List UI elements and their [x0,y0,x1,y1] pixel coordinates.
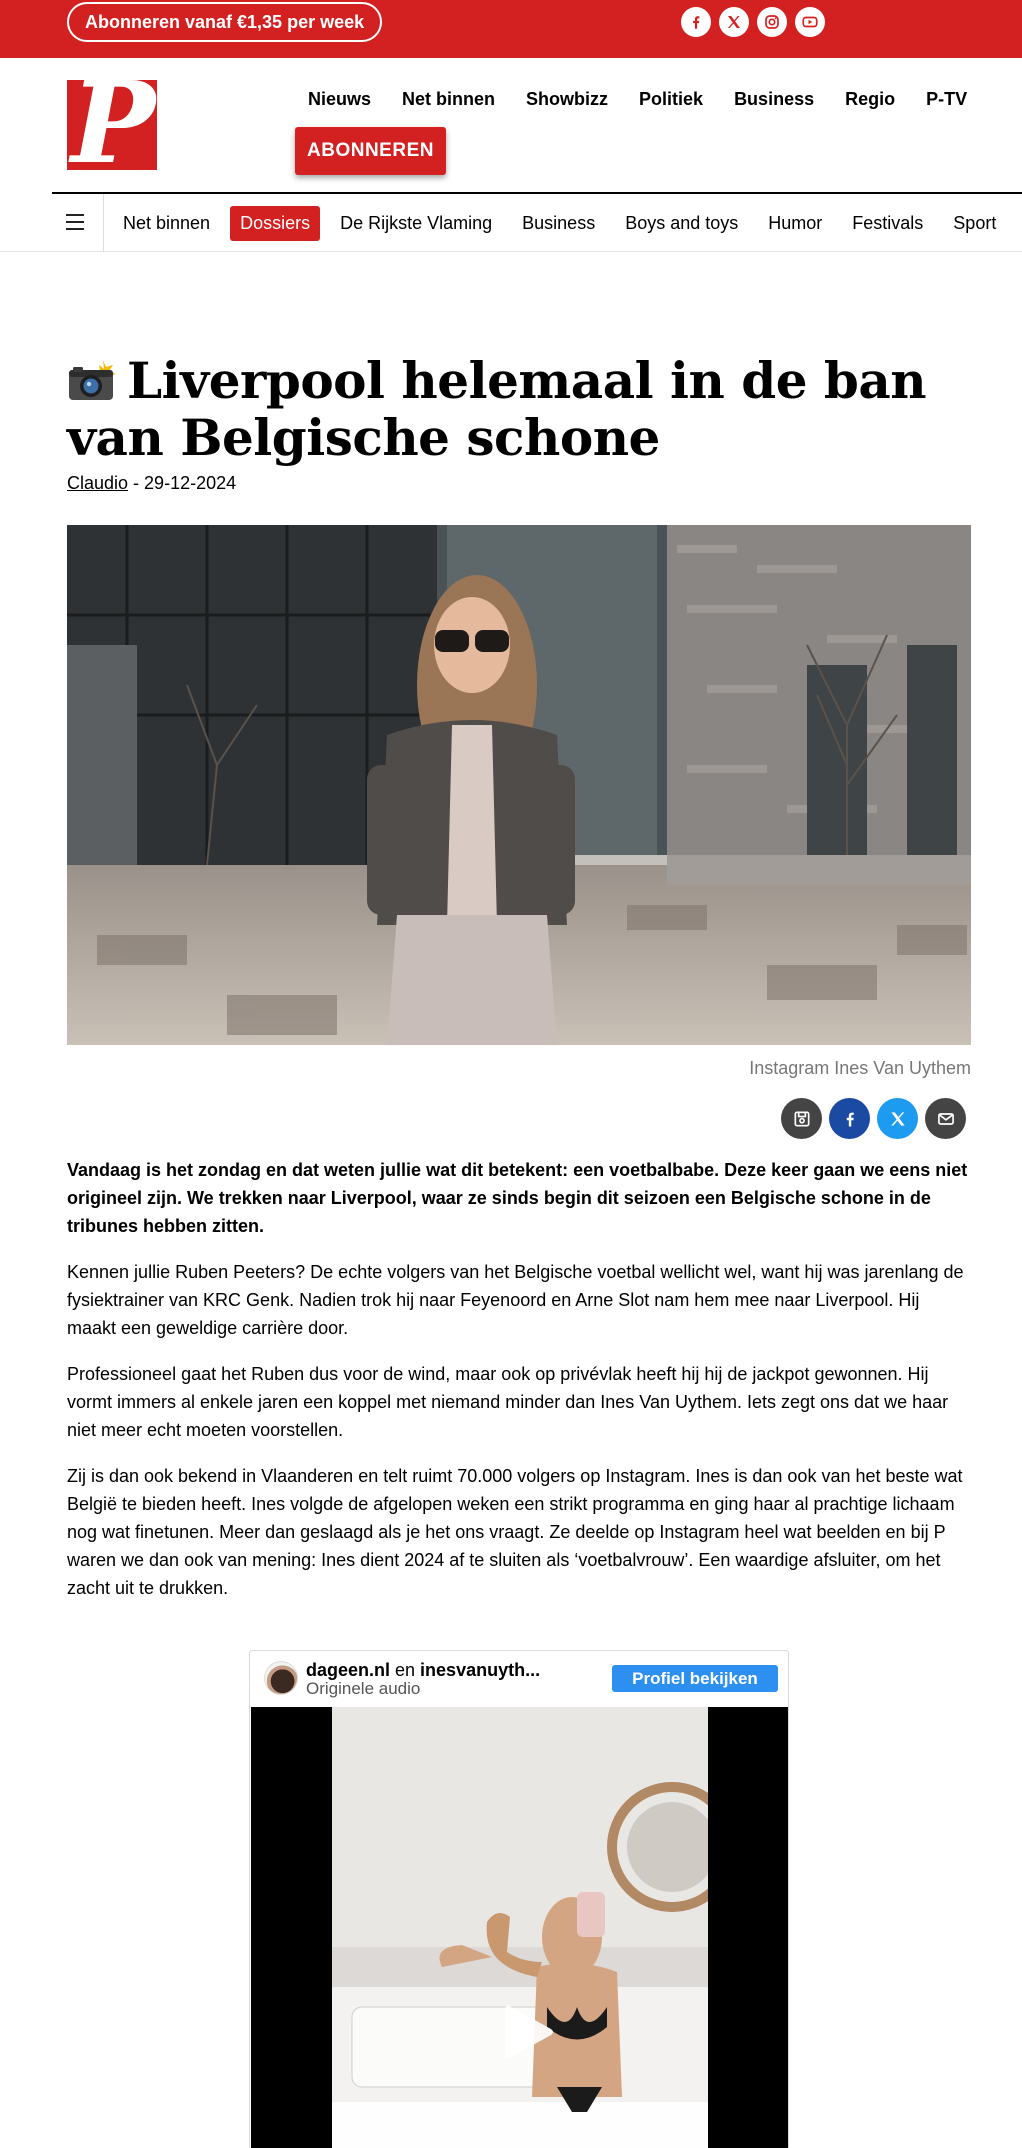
view-profile-button[interactable]: Profiel bekijken [612,1665,778,1692]
share-buttons [781,1098,966,1139]
article-paragraph: Professioneel gaat het Ruben dus voor de wind, maar ook op privévlak heeft hij hij de jackpot gewonnen. Hij vormt immers al enkele jaren een koppel met niemand minder dan Ines Van Uythem. Iets zegt ons dat we haar niet meer echt moeten voorstellen. [67,1364,949,1440]
hamburger-menu-icon[interactable] [66,214,84,230]
subscribe-button[interactable]: ABONNEREN [295,127,446,175]
subnav-item-dossiers[interactable]: Dossiers [230,206,320,241]
site-logo[interactable]: P [67,80,157,170]
main-nav [308,89,998,110]
x-icon[interactable] [877,1098,918,1139]
facebook-icon[interactable] [681,7,711,37]
x-icon[interactable] [719,7,749,37]
embed-audio-label: Originele audio [306,1679,421,1698]
publish-date: 29-12-2024 [144,473,237,493]
subnav-item-sport[interactable]: Sport [953,213,997,233]
camera-flash-icon [67,358,119,402]
nav-item-regio[interactable]: Regio [845,89,896,109]
play-icon[interactable] [491,1997,561,2067]
top-bar [0,0,1022,58]
embed-video[interactable] [251,1707,789,2148]
article-paragraph: Kennen jullie Ruben Peeters? De echte volgers van het Belgische voetbal wellicht wel, want hij was jarenlang de fysiektrainer van KRC Genk. Nadien trok hij naar Feyenoord en Arne Slot nam hem mee naar Liverpool. Hij maakt een geweldige carrière door. [67,1262,964,1338]
nav-item-net-binnen[interactable]: Net binnen [402,89,496,109]
nav-item-p-tv[interactable]: P-TV [926,89,968,109]
mail-icon[interactable] [925,1098,966,1139]
nav-item-nieuws[interactable]: Nieuws [308,89,372,109]
article-hero-image [67,525,971,1045]
save-icon[interactable] [781,1098,822,1139]
nav-item-showbizz[interactable]: Showbizz [526,89,609,109]
subnav-item-humor[interactable]: Humor [768,213,823,233]
article-title: Liverpool helemaal in de ban van Belgische schone [67,351,927,467]
subnav-item-net-binnen[interactable]: Net binnen [123,213,211,233]
image-caption: Instagram Ines Van Uythem [749,1058,971,1078]
subnav-item-boys-and-toys[interactable]: Boys and toys [625,213,739,233]
social-links [681,7,825,37]
article-body [67,1156,971,1620]
nav-item-politiek[interactable]: Politiek [639,89,704,109]
subnav-item-festivals[interactable]: Festivals [852,213,924,233]
article-lead: Vandaag is het zondag en dat weten jullie wat dit betekent: een voetbalbabe. Deze keer gaan we eens niet origineel zijn. We trekken naar Liverpool, waar ze sinds begin dit seizoen een Belgische schone in de tribunes hebben zitten. [67,1160,968,1236]
article-paragraph: Zij is dan ook bekend in Vlaanderen en telt ruimt 70.000 volgers op Instagram. Ines is dan ook van het beste wat België te bieden heeft. Ines volgde de afgelopen weken een strikt programma en ging haar al prachtige lichaam nog wat finetunen. Meer dan geslaagd als je het ons vraagt. Ze deelde op Instagram heel wat beelden en bij P waren we dan ook van mening: Ines dient 2024 af te sluiten als ‘voetbalvrouw’. Een waardige afsluiter, om het zacht uit te drukken. [67,1466,963,1598]
subnav-item-business[interactable]: Business [522,213,596,233]
subnav-item-de-rijkste-vlaming[interactable]: De Rijkste Vlaming [340,213,493,233]
subscribe-promo-button[interactable]: Abonneren vanaf €1,35 per week [67,2,382,42]
instagram-icon[interactable] [757,7,787,37]
embed-usernames[interactable]: dageen.nl en inesvanuyth... [306,1660,541,1680]
youtube-icon[interactable] [795,7,825,37]
byline-separator: - [128,473,145,493]
byline [67,473,236,494]
embed-header [250,1651,789,1707]
nav-item-business[interactable]: Business [734,89,815,109]
facebook-icon[interactable] [829,1098,870,1139]
avatar[interactable] [264,1661,298,1695]
secondary-nav [0,194,1022,252]
instagram-embed [249,1650,789,2148]
author-link[interactable]: Claudio [67,473,129,493]
